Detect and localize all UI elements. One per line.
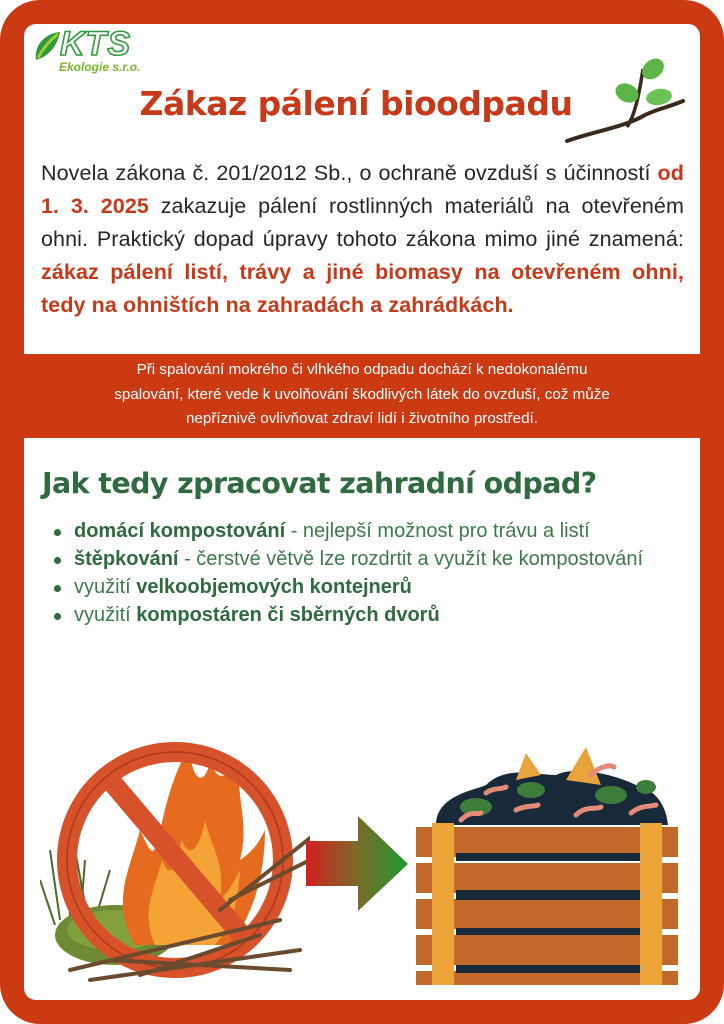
item-prefix: využití	[74, 576, 137, 598]
no-burning-icon	[40, 720, 310, 985]
warning-line: Při spalování mokrého či vlhkého odpadu dochází k nedokonalému	[136, 361, 588, 378]
kts-logo	[32, 25, 152, 78]
warning-line: nepříznivě ovlivňovat zdraví lidí i životního prostředí.	[185, 410, 538, 427]
warning-band	[24, 356, 700, 436]
ban-highlight: zákaz pálení listí, trávy a jiné biomasy na otevřeném ohni, tedy na ohništích na zahradách a zahrádkách.	[41, 260, 684, 317]
arrow-right-icon	[306, 816, 411, 911]
item-bold: velkoobjemových kontejnerů	[136, 576, 412, 598]
list-item	[52, 517, 676, 545]
intro-text-2: zakazuje pálení rostlinných materiálů na otevřeném ohni. Praktický dopad úpravy tohoto zákona mimo jiné znamená:	[41, 194, 685, 251]
intro-text-1: Novela zákona č. 201/2012 Sb., o ochraně ovzduší s účinností	[41, 161, 658, 185]
intro-paragraph	[41, 157, 684, 322]
logo-subtitle: Ekologie s.r.o.	[59, 60, 141, 74]
logo-wordmark: KTS	[60, 25, 131, 63]
item-bold: kompostáren či sběrných dvorů	[136, 604, 440, 626]
item-bold: štěpkování	[74, 548, 179, 570]
item-suffix: - čerstvé větvě lze rozdrtit a využít ke kompostování	[178, 548, 644, 570]
alternatives-heading: Jak tedy zpracovat zahradní odpad?	[42, 467, 597, 500]
item-prefix: využití	[74, 604, 137, 626]
item-bold: domácí kompostování	[74, 520, 286, 542]
item-suffix: - nejlepší možnost pro trávu a listí	[285, 520, 590, 542]
alternatives-list	[52, 517, 676, 629]
list-item	[52, 601, 676, 629]
branch-with-leaves-icon	[565, 55, 687, 145]
warning-line: spalování, které vede k uvolňování škodlivých látek do ovzduší, což může	[114, 385, 610, 403]
page-title-text: Zákaz pálení bioodpadu	[139, 84, 573, 123]
leaf-icon	[32, 30, 62, 62]
list-item	[52, 573, 676, 601]
list-item	[52, 545, 676, 573]
compost-bin-icon	[416, 735, 678, 985]
effective-date: od 1. 3. 2025	[41, 161, 684, 218]
